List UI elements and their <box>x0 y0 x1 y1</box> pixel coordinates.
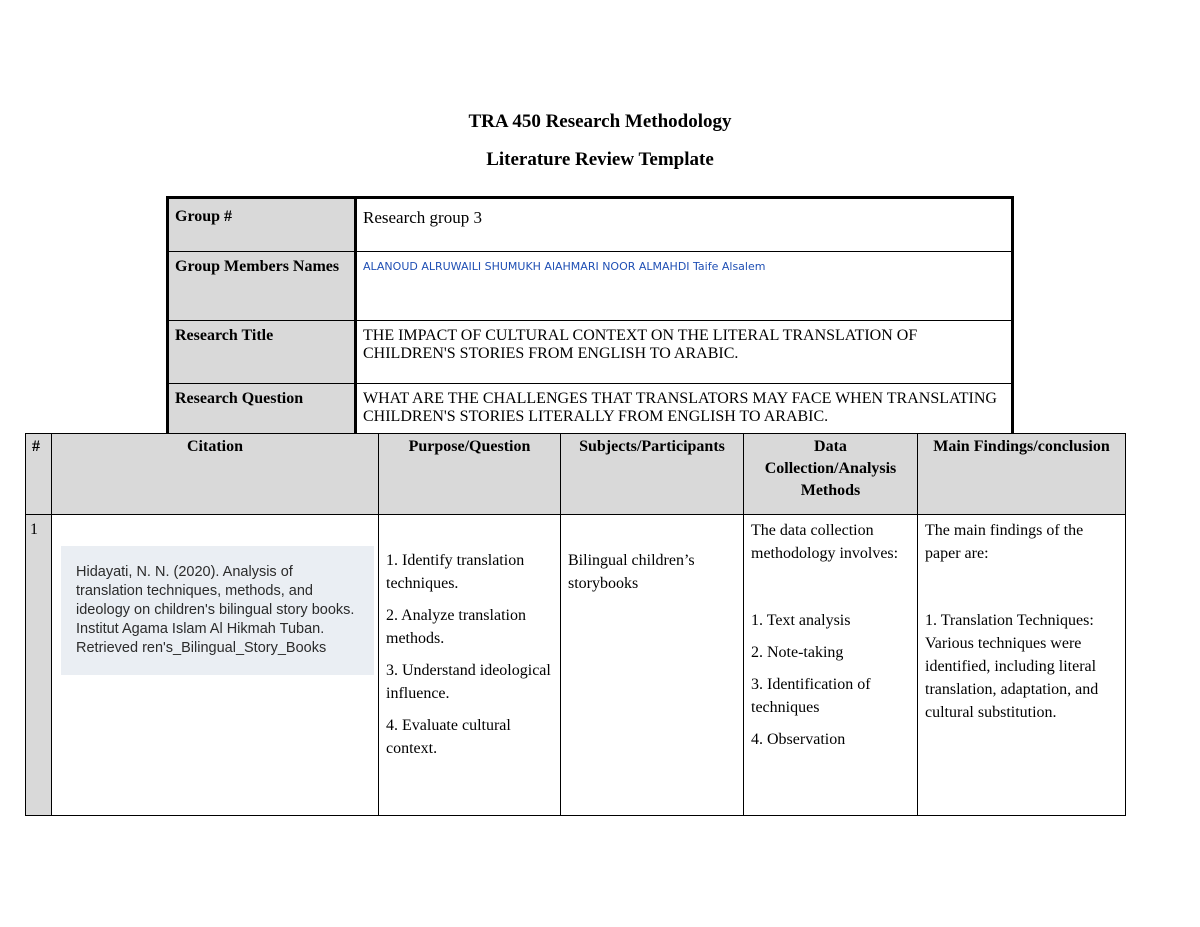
citation-text: Hidayati, N. N. (2020). Analysis of translation techniques, methods, and ideology on children's bilingual story books. Institut Agama Islam Al Hikmah Tuban. Retrieved ren's_Bilingual_Story_Books <box>61 546 374 675</box>
group-label: Group # <box>168 198 356 252</box>
header-citation: Citation <box>52 434 379 515</box>
header-number: # <box>26 434 52 515</box>
literature-review-table <box>25 433 1126 816</box>
research-title-value: THE IMPACT OF CULTURAL CONTEXT ON THE LITERAL TRANSLATION OF CHILDREN'S STORIES FROM ENGLISH TO ARABIC. <box>356 321 1013 384</box>
table-row <box>26 515 1126 816</box>
research-question-row <box>168 384 1013 435</box>
purpose-item: 2. Analyze translation methods. <box>386 607 526 647</box>
research-title-label: Research Title <box>168 321 356 384</box>
findings-item: 1. Translation Techniques: Various techniques were identified, including literal translation, adaptation, and cultural substitution. <box>925 612 1099 721</box>
methods-item: 3. Identification of techniques <box>751 676 871 716</box>
members-value: ALANOUD ALRUWAILI SHUMUKH AlAHMARI NOOR ALMAHDI Taife Alsalem <box>363 260 766 273</box>
group-row <box>168 198 1013 252</box>
citation-cell <box>52 515 379 816</box>
purpose-item: 1. Identify translation techniques. <box>386 552 525 592</box>
header-methods: Data Collection/Analysis Methods <box>744 434 918 515</box>
document-subtitle: Literature Review Template <box>486 149 714 170</box>
members-label: Group Members Names <box>168 252 356 321</box>
methods-item: 4. Observation <box>751 731 846 748</box>
methods-item: 1. Text analysis <box>751 612 851 629</box>
methods-intro: The data collection methodology involves: <box>751 522 899 562</box>
row-number: 1 <box>26 515 52 816</box>
methods-cell <box>744 515 918 816</box>
header-purpose: Purpose/Question <box>379 434 561 515</box>
header-subjects: Subjects/Participants <box>561 434 744 515</box>
findings-intro: The main findings of the paper are: <box>925 522 1084 562</box>
findings-cell <box>918 515 1126 816</box>
methods-item: 2. Note-taking <box>751 644 844 661</box>
purpose-cell <box>379 515 561 816</box>
research-question-value: WHAT ARE THE CHALLENGES THAT TRANSLATORS MAY FACE WHEN TRANSLATING CHILDREN'S STORIES LITERALLY FROM ENGLISH TO ARABIC. <box>356 384 1013 435</box>
research-title-row <box>168 321 1013 384</box>
research-question-label: Research Question <box>168 384 356 435</box>
subjects-text: Bilingual children’s storybooks <box>568 552 695 592</box>
purpose-item: 4. Evaluate cultural context. <box>386 717 511 757</box>
members-row <box>168 252 1013 321</box>
header-findings: Main Findings/conclusion <box>918 434 1126 515</box>
group-info-table <box>166 196 1014 434</box>
members-cell <box>356 252 1013 321</box>
header-row <box>26 434 1126 515</box>
document-title: TRA 450 Research Methodology <box>468 111 732 132</box>
purpose-item: 3. Understand ideological influence. <box>386 662 551 702</box>
subjects-cell <box>561 515 744 816</box>
group-value: Research group 3 <box>356 198 1013 252</box>
